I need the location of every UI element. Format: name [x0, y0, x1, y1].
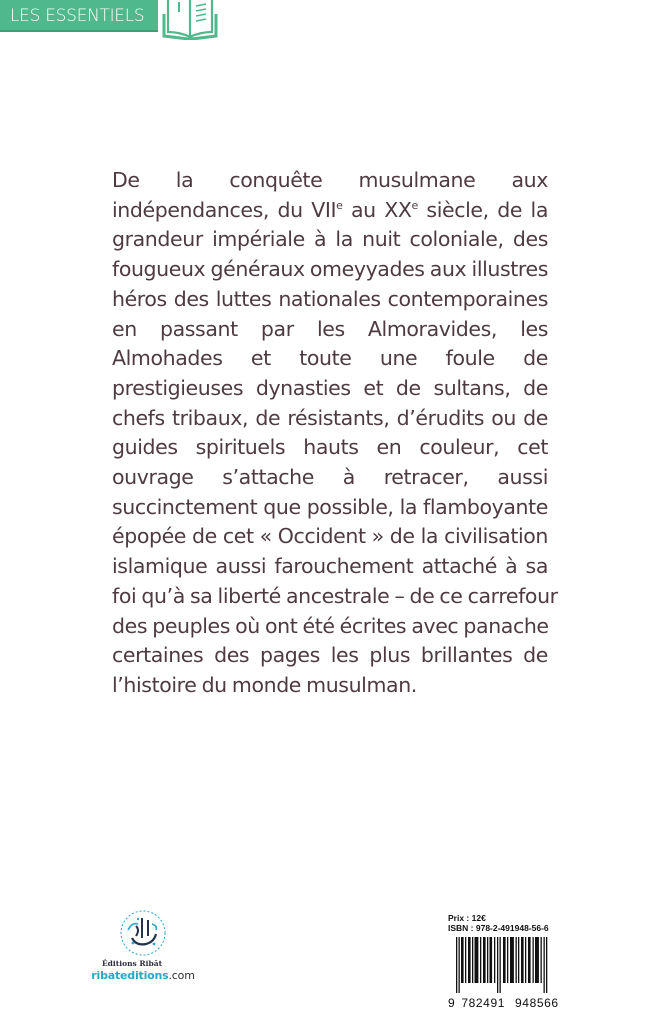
isbn-label: ISBN : 978-2-491948-56-6 [448, 923, 549, 933]
blurb-line: fougueux généraux omeyyades aux illustres [112, 257, 548, 282]
blurb-line: des peuples où ont été écrites avec panache [112, 613, 549, 638]
blurb-line: prestigieuses dynasties et de sultans, de [112, 375, 548, 400]
blurb-line: Almohades et toute une foule de [112, 346, 548, 371]
blurb-line: épopée de cet « Occident » de la civilisation [112, 524, 548, 549]
barcode-digits: 9 782491 948566 [448, 996, 559, 1010]
publisher-website-link[interactable]: ribateditions.com [91, 969, 195, 982]
publisher-name: Éditions Ribât [101, 959, 163, 968]
barcode-block [448, 913, 563, 1010]
publisher-block [88, 908, 198, 982]
blurb-line: l’histoire du monde musulman. [112, 672, 417, 697]
blurb-line: islamique aussi farouchement attaché à sa [112, 554, 548, 579]
blurb-line: certaines des pages les plus brillantes de [112, 643, 548, 668]
ean13-barcode [448, 937, 563, 1010]
series-banner [0, 0, 158, 32]
blurb-line: indépendances, du VIIe au XXe siècle, de la [112, 197, 548, 222]
back-cover-blurb [112, 166, 558, 701]
open-book-icon [160, 0, 220, 40]
blurb-line: en passant par les Almoravides, les [112, 316, 548, 341]
blurb-line: ouvrage s’attache à retracer, aussi [112, 465, 548, 490]
blurb-line: grandeur impériale à la nuit coloniale, des [112, 227, 548, 252]
blurb-line: foi qu’à sa liberté ancestrale – de ce carrefour [112, 583, 558, 608]
blurb-line: succinctement que possible, la flamboyante [112, 494, 548, 519]
blurb-line: De la conquête musulmane aux [112, 168, 548, 192]
series-label: LES ESSENTIELS [10, 6, 145, 26]
price-label: Prix : 12€ [448, 913, 486, 923]
blurb-line: héros des luttes nationales contemporaines [112, 286, 548, 311]
ribat-calligraphy-logo-icon [118, 908, 168, 958]
blurb-line: chefs tribaux, de résistants, d’érudits ou de [112, 405, 548, 430]
blurb-line: guides spirituels hauts en couleur, cet [112, 435, 548, 460]
